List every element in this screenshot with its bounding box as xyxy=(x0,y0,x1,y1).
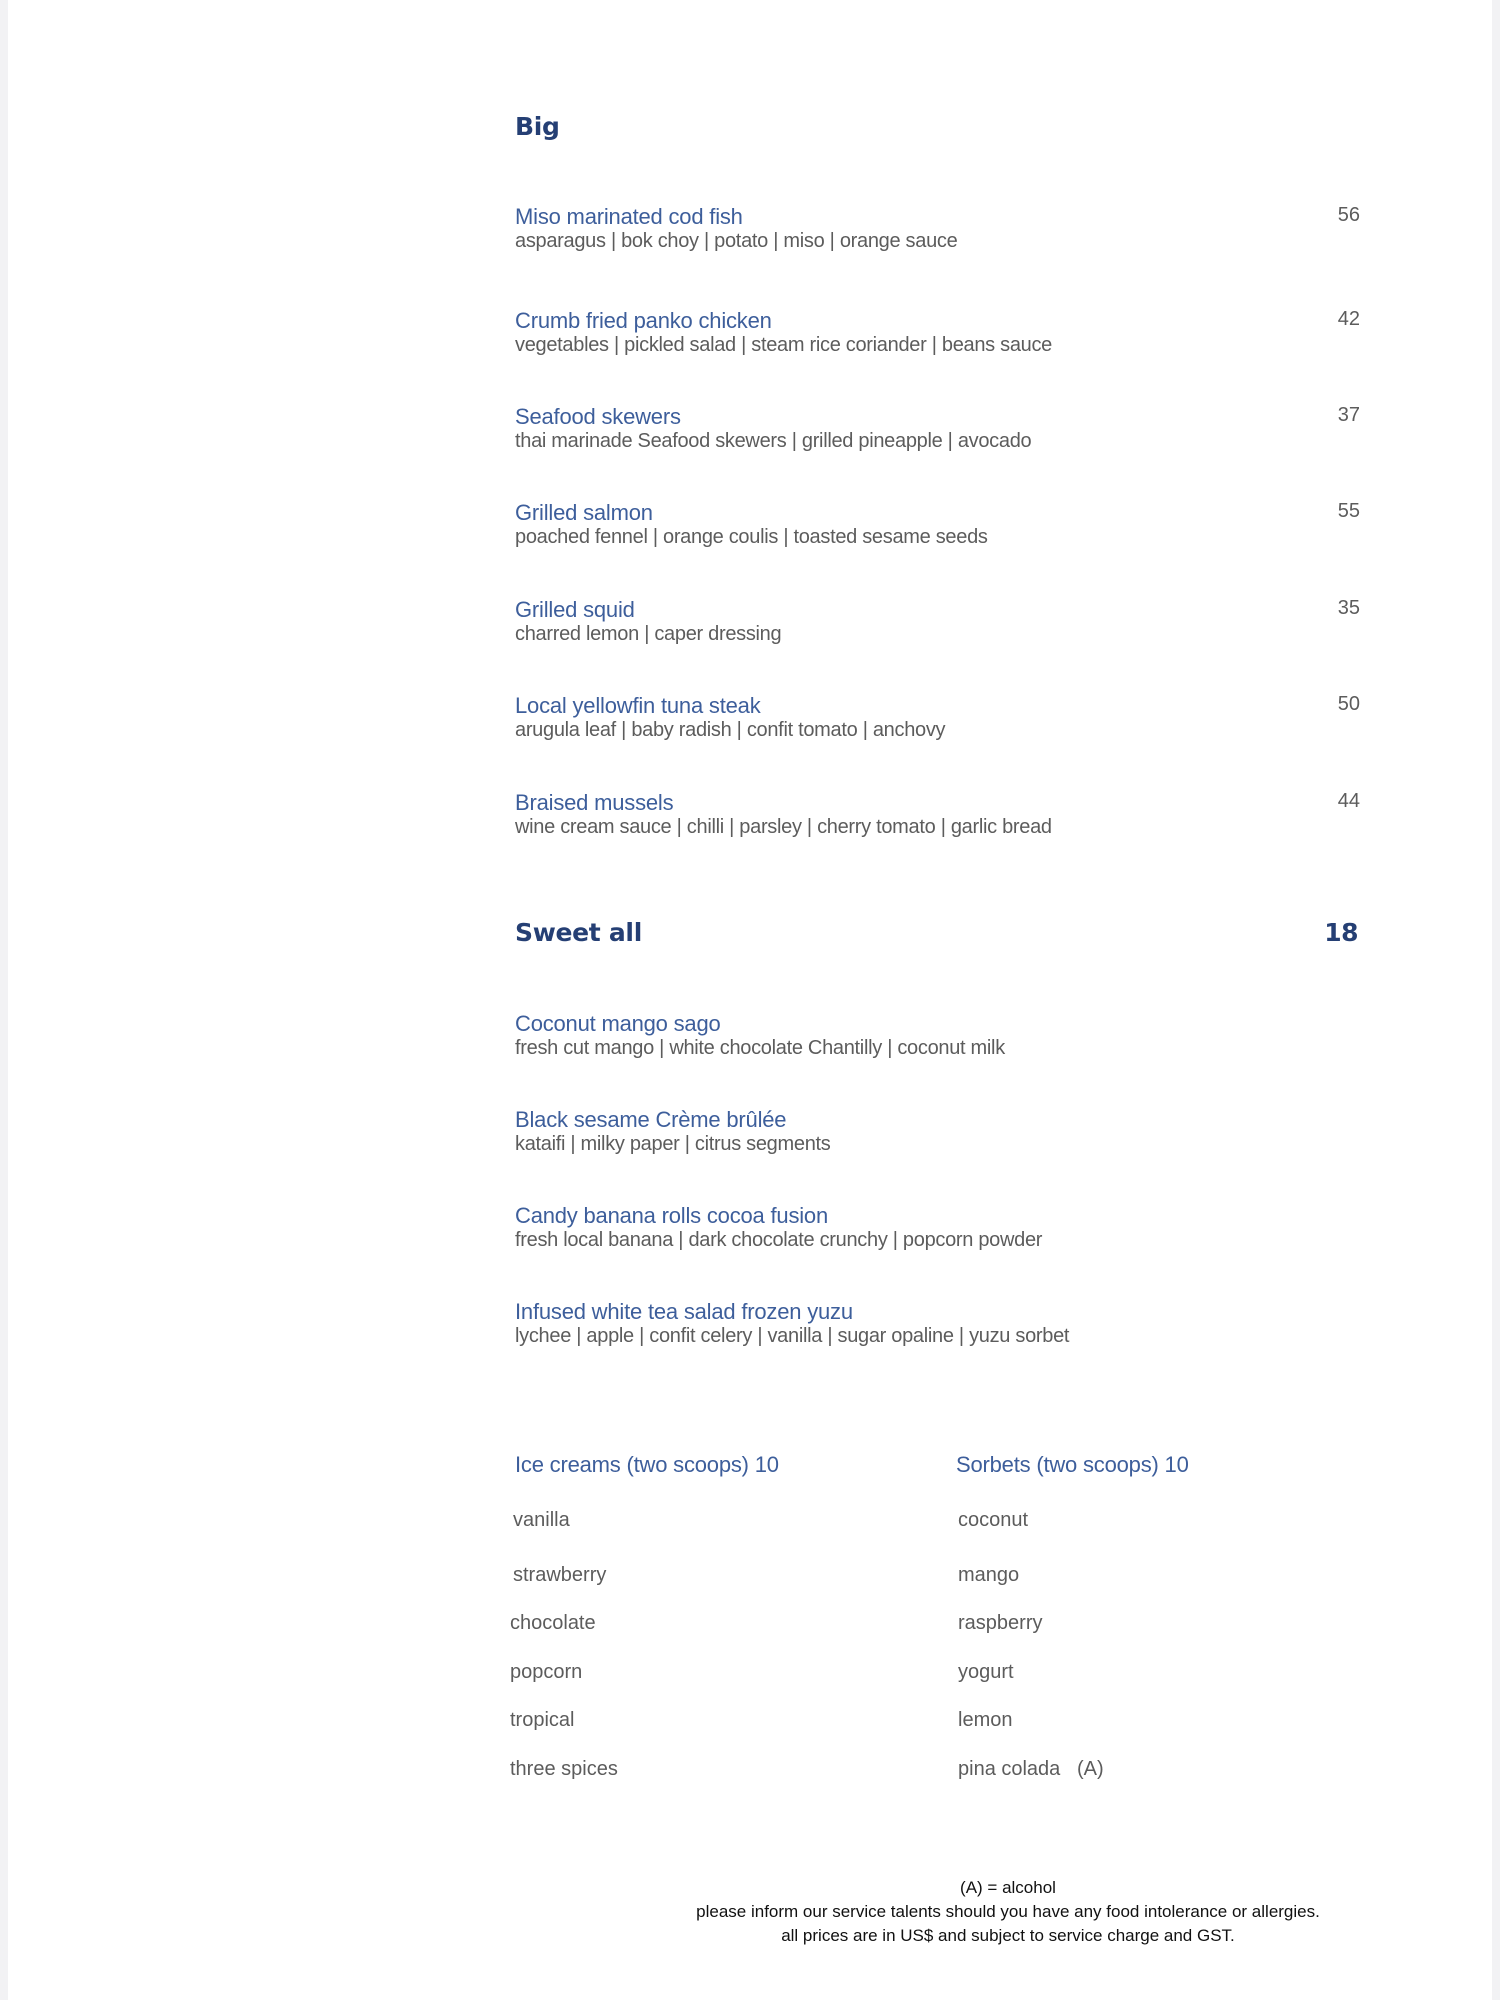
dish-price: 56 xyxy=(1337,204,1360,226)
dish-name: Local yellowfin tuna steak xyxy=(515,693,761,718)
menu-item xyxy=(515,693,1360,749)
dish-description: arugula leaf | baby radish | confit tomato | anchovy xyxy=(515,719,946,741)
dish-description: charred lemon | caper dressing xyxy=(515,623,782,645)
dish-name: Braised mussels xyxy=(515,790,674,815)
dish-price: 55 xyxy=(1337,500,1360,522)
menu-item xyxy=(515,1011,1360,1067)
flavor-item: lemon xyxy=(958,1709,1013,1731)
flavor-item: three spices xyxy=(510,1758,618,1780)
dish-name: Miso marinated cod fish xyxy=(515,204,743,229)
menu-item xyxy=(515,597,1360,653)
flavor-item: tropical xyxy=(510,1709,575,1731)
dish-description: thai marinade Seafood skewers | grilled pineapple | avocado xyxy=(515,430,1032,452)
menu-item xyxy=(515,204,1360,260)
dish-description: lychee | apple | confit celery | vanilla | sugar opaline | yuzu sorbet xyxy=(515,1325,1070,1347)
flavor-item: mango xyxy=(958,1564,1020,1586)
dish-name: Black sesame Crème brûlée xyxy=(515,1107,787,1132)
menu-item xyxy=(515,404,1360,460)
dish-description: kataifi | milky paper | citrus segments xyxy=(515,1133,831,1155)
dish-price: 37 xyxy=(1337,404,1360,426)
dish-name: Candy banana rolls cocoa fusion xyxy=(515,1203,829,1228)
menu-item xyxy=(515,308,1360,364)
dish-name: Grilled squid xyxy=(515,597,635,622)
dish-description: wine cream sauce | chilli | parsley | cherry tomato | garlic bread xyxy=(515,816,1052,838)
alcohol-legend: (A) = alcohol xyxy=(960,1878,1056,1897)
menu-item xyxy=(515,1299,1360,1355)
flavor-item: pina colada (A) xyxy=(958,1758,1104,1780)
section-price-sweet: 18 xyxy=(1324,918,1358,947)
flavor-item: strawberry xyxy=(513,1564,607,1586)
dish-description: asparagus | bok choy | potato | miso | orange sauce xyxy=(515,230,958,252)
dish-description: vegetables | pickled salad | steam rice coriander | beans sauce xyxy=(515,334,1052,356)
flavor-item: raspberry xyxy=(958,1612,1043,1634)
ice-creams-heading: Ice creams (two scoops) 10 xyxy=(515,1452,779,1477)
price-note: all prices are in US$ and subject to service charge and GST. xyxy=(781,1926,1235,1945)
dish-description: poached fennel | orange coulis | toasted sesame seeds xyxy=(515,526,988,548)
menu-footer xyxy=(608,1876,1408,1948)
allergy-note: please inform our service talents should you have any food intolerance or allergies. xyxy=(696,1902,1320,1921)
section-title-big: Big xyxy=(515,112,560,141)
dish-price: 42 xyxy=(1337,308,1360,330)
dish-description: fresh cut mango | white chocolate Chantilly | coconut milk xyxy=(515,1037,1005,1059)
menu-page xyxy=(8,0,1492,2000)
dish-price: 35 xyxy=(1337,597,1360,619)
flavor-item: coconut xyxy=(958,1509,1029,1531)
section-title-sweet: Sweet all xyxy=(515,918,642,947)
dish-name: Seafood skewers xyxy=(515,404,681,429)
dish-name: Crumb fried panko chicken xyxy=(515,308,772,333)
dish-name: Grilled salmon xyxy=(515,500,653,525)
sorbets-heading: Sorbets (two scoops) 10 xyxy=(956,1452,1189,1477)
dish-description: fresh local banana | dark chocolate crunchy | popcorn powder xyxy=(515,1229,1043,1251)
menu-item xyxy=(515,1203,1360,1259)
flavor-item: popcorn xyxy=(510,1661,583,1683)
dish-name: Coconut mango sago xyxy=(515,1011,721,1036)
menu-item xyxy=(515,500,1360,556)
flavor-item: vanilla xyxy=(513,1509,570,1531)
menu-item xyxy=(515,1107,1360,1163)
flavor-item: yogurt xyxy=(958,1661,1014,1683)
flavor-item: chocolate xyxy=(510,1612,596,1634)
dish-price: 44 xyxy=(1337,790,1360,812)
menu-item xyxy=(515,790,1360,846)
dish-name: Infused white tea salad frozen yuzu xyxy=(515,1299,853,1324)
dish-price: 50 xyxy=(1337,693,1360,715)
